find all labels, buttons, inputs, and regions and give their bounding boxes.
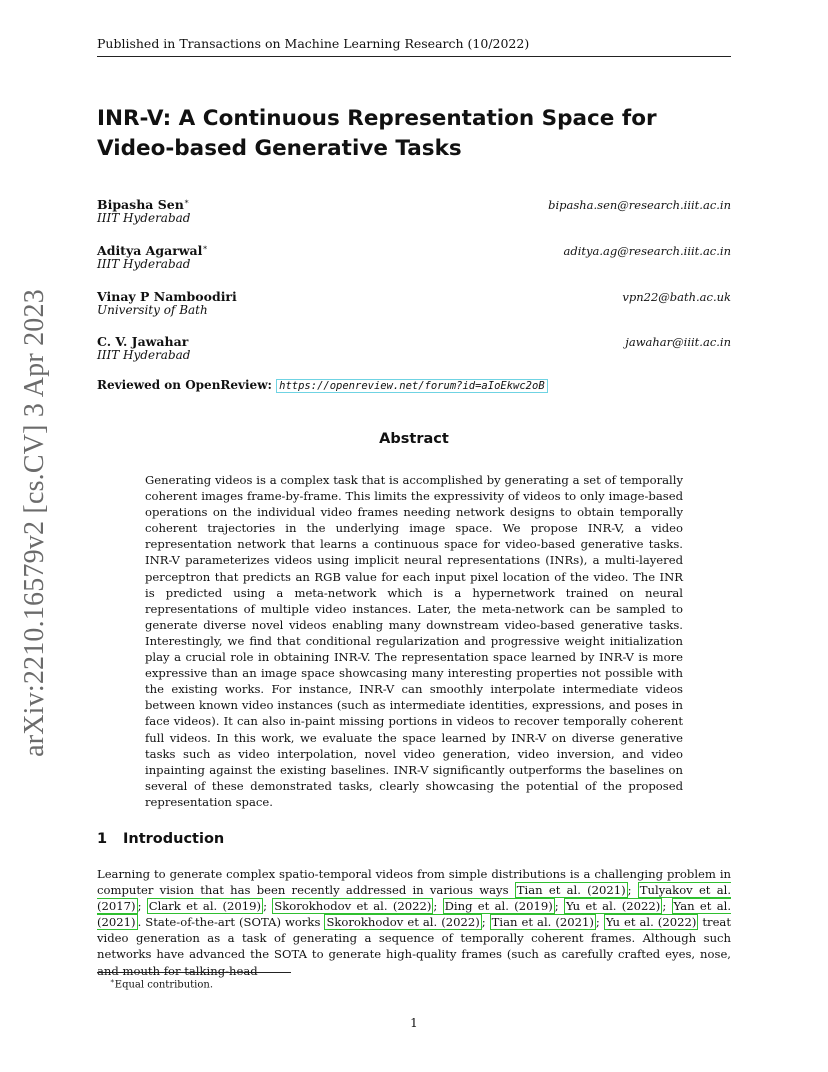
author-name: Bipasha Sen∗: [97, 197, 190, 213]
citation-link[interactable]: Tian et al. (2021): [491, 915, 594, 930]
section-title: Introduction: [123, 831, 225, 847]
footnote-rule: [97, 972, 291, 973]
openreview-label: Reviewed on OpenReview:: [97, 378, 272, 392]
author-affiliation: IIIT Hyderabad: [97, 257, 191, 271]
section-heading-introduction: [97, 831, 224, 847]
abstract-text: Generating videos is a complex task that is accomplished by generating a set of temporally coherent images frame-by-frame. This limits the expressivity of videos to only image-based operations on the individual video frames needing network designs to obtain temporally coherent trajectories in the underlying image space. We propose INR-V, a video representation network that learns a continuous space for video-based generative tasks. INR-V parameterizes videos using implicit neural representations (INRs), a multi-layered perceptron that predicts an RGB value for each input pixel location of the video. The INR is predicted using a meta-network which is a hypernetwork trained on neural representations of multiple video instances. Later, the meta-network can be sampled to generate diverse novel videos enabling many downstream video-based generative tasks. Interestingly, we find that conditional regularization and progressive weight initialization play a crucial role in obtaining INR-V. The representation space learned by INR-V is more expressive than an image space showcasing many interesting properties not possible with the existing works. For instance, INR-V can smoothly interpolate intermediate videos between known video instances (such as intermediate identities, expressions, and poses in face videos). It can also in-paint missing portions in videos to recover temporally coherent full videos. In this work, we evaluate the space learned by INR-V on diverse generative tasks such as video interpolation, novel video generation, video inversion, and video inpainting against the existing baselines. INR-V significantly outperforms the baselines on several of these demonstrated tasks, clearly showcasing the potential of the proposed representation space.: [145, 473, 683, 809]
citation-link[interactable]: Tulyakov et al. (2017): [97, 883, 731, 914]
citation-link[interactable]: Skorokhodov et al. (2022): [326, 915, 480, 930]
author-block-4: [97, 334, 731, 368]
section-number: 1: [97, 831, 108, 847]
author-affiliation: IIIT Hyderabad: [97, 348, 191, 362]
citation-link[interactable]: Tian et al. (2021): [516, 883, 626, 898]
citation-link[interactable]: Clark et al. (2019): [148, 899, 262, 914]
abstract-heading: Abstract: [379, 431, 449, 447]
author-block-3: [97, 289, 731, 323]
equal-contribution-mark: ∗: [183, 197, 190, 206]
openreview-line: [97, 378, 548, 392]
footnote: [110, 977, 213, 990]
citation-link[interactable]: Skorokhodov et al. (2022): [274, 899, 432, 914]
page-number: 1: [410, 1016, 418, 1030]
arxiv-identifier-stamp: [17, 289, 53, 757]
arxiv-identifier-text: arXiv:2210.16579v2 [cs.CV] 3 Apr 2023: [19, 289, 50, 757]
author-name: Aditya Agarwal∗: [97, 243, 208, 259]
author-email: vpn22@bath.ac.uk: [622, 290, 731, 304]
openreview-link[interactable]: https://openreview.net/forum?id=aIoEkwc2oB: [276, 379, 548, 393]
author-email: bipasha.sen@research.iiit.ac.in: [548, 198, 731, 212]
introduction-paragraph: Learning to generate complex spatio-temporal videos from simple distributions is a challenging problem in computer vision that has been recently addressed in various ways Tian et al. (2021) ; Tulyakov et al. (2017) ; Clark et al. (2019) ; Skorokhodov et al. (2022) ; Ding et al. (2019) ; Yu et al. (2022) ; Yan et al. (2021) . State-of-the-art (SOTA) works Skorokhodov et al. (2022) ; Tian et al. (2021) ; Yu et al. (2022) treat video generation as a task of generating a sequence of temporally coherent frames. Although such networks have advanced the SOTA to generate high-quality frames (such as carefully crafted eyes, nose, and mouth for talking-head: [97, 867, 732, 978]
footnote-text: Equal contribution.: [114, 979, 214, 991]
author-name: Vinay P Namboodiri: [97, 289, 237, 305]
author-email: aditya.ag@research.iiit.ac.in: [563, 244, 731, 258]
author-block-1: [97, 197, 731, 231]
citation-link[interactable]: Yu et al. (2022): [605, 915, 697, 930]
equal-contribution-mark: ∗: [202, 243, 208, 252]
footnote-mark: ∗: [110, 977, 115, 985]
citation-link[interactable]: Yan et al. (2021): [97, 899, 732, 930]
citation-link[interactable]: Yu et al. (2022): [565, 899, 661, 914]
author-affiliation: University of Bath: [97, 303, 208, 317]
citation-link[interactable]: Ding et al. (2019): [444, 899, 553, 914]
author-name: C. V. Jawahar: [97, 334, 189, 350]
author-block-2: [97, 243, 731, 277]
running-header: Published in Transactions on Machine Learning Research (10/2022): [97, 36, 731, 57]
author-email: jawahar@iiit.ac.in: [625, 335, 731, 349]
paper-title: INR-V: A Continuous Representation Space for Video-based Generative Tasks: [97, 106, 657, 161]
author-affiliation: IIIT Hyderabad: [97, 211, 191, 225]
